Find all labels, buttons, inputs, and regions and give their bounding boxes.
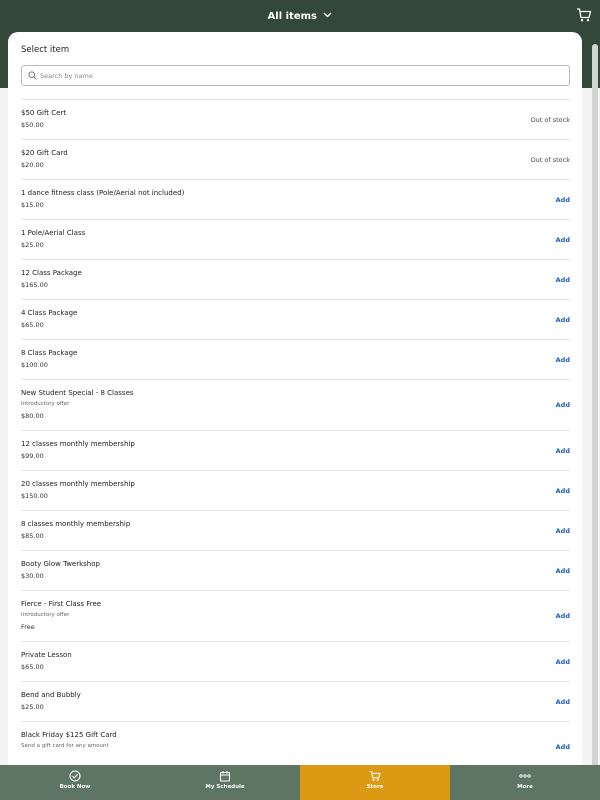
list-item	[21, 431, 570, 471]
item-name: $20 Gift Card	[21, 149, 68, 157]
item-price: $25.00	[21, 703, 44, 711]
out-of-stock-label: Out of stock	[530, 155, 570, 164]
search-icon	[28, 71, 37, 80]
item-name: New Student Special - 8 Classes	[21, 389, 134, 397]
chevron-down-icon	[323, 9, 332, 23]
item-name: Private Lesson	[21, 651, 72, 659]
item-price: $30.00	[21, 572, 44, 580]
scrollbar-thumb[interactable]	[592, 44, 598, 784]
item-name: Fierce - First Class Free	[21, 600, 102, 608]
tab-store[interactable]	[300, 765, 450, 800]
list-item	[21, 471, 570, 511]
item-name: 8 classes monthly membership	[21, 520, 131, 528]
item-price: $50.00	[21, 121, 44, 129]
tab-label: Book Now	[59, 784, 91, 790]
add-button[interactable]: Add	[555, 612, 570, 620]
add-button[interactable]: Add	[555, 566, 570, 575]
add-button[interactable]: Add	[555, 697, 570, 706]
search-input[interactable]	[40, 67, 560, 84]
cart-icon	[369, 770, 381, 782]
list-item	[21, 722, 570, 765]
item-price: $85.00	[21, 532, 44, 540]
tab-label: More	[517, 784, 533, 790]
item-name: Black Friday $125 Gift Card	[21, 731, 117, 739]
list-item	[21, 300, 570, 340]
tab-book-now[interactable]	[0, 765, 150, 800]
item-name: 12 classes monthly membership	[21, 440, 135, 448]
item-price: $100.00	[21, 361, 48, 369]
item-price: $99.00	[21, 452, 44, 460]
bottom-tab-bar	[0, 765, 600, 800]
add-button[interactable]: Add	[555, 446, 570, 455]
item-price: $80.00	[21, 412, 44, 420]
item-price: $15.00	[21, 201, 44, 209]
list-item	[21, 100, 570, 140]
item-name: 4 Class Package	[21, 309, 78, 317]
item-price: $150.00	[21, 492, 48, 500]
item-name: 1 Pole/Aerial Class	[21, 229, 86, 237]
add-button[interactable]: Add	[555, 195, 570, 204]
add-button[interactable]: Add	[555, 401, 570, 409]
item-name: 12 Class Package	[21, 269, 82, 277]
cart-icon[interactable]	[576, 7, 592, 23]
tab-label: Store	[366, 784, 384, 790]
item-name: 1 dance fitness class (Pole/Aerial not included)	[21, 189, 185, 197]
item-name: Booty Glow Twerkshop	[21, 560, 100, 568]
add-button[interactable]: Add	[555, 486, 570, 495]
category-dropdown[interactable]	[0, 9, 600, 24]
item-price: $165.00	[21, 281, 48, 289]
list-item	[21, 220, 570, 260]
add-button[interactable]: Add	[555, 275, 570, 284]
list-item	[21, 591, 570, 642]
scrollbar[interactable]	[590, 32, 600, 765]
item-subtitle: Introductory offer	[21, 612, 70, 618]
item-name: $50 Gift Cert	[21, 109, 67, 117]
item-subtitle: Send a gift card for any amount	[21, 743, 109, 749]
select-item-sheet	[8, 32, 582, 765]
list-item	[21, 642, 570, 682]
add-button[interactable]: Add	[555, 657, 570, 666]
calendar-icon	[219, 770, 231, 782]
list-item	[21, 260, 570, 300]
add-button[interactable]: Add	[555, 743, 570, 751]
add-button[interactable]: Add	[555, 355, 570, 364]
tab-label: My Schedule	[205, 784, 245, 790]
list-item	[21, 180, 570, 220]
item-price: $25.00	[21, 241, 44, 249]
add-button[interactable]: Add	[555, 526, 570, 535]
item-price: Free	[21, 623, 35, 631]
item-subtitle: Introductory offer	[21, 401, 70, 407]
search-box[interactable]	[21, 65, 570, 86]
sheet-title: Select item	[21, 45, 70, 55]
item-name: 20 classes monthly membership	[21, 480, 135, 488]
list-item	[21, 340, 570, 380]
list-item	[21, 511, 570, 551]
tab-more[interactable]	[450, 765, 600, 800]
item-name: Bend and Bubbly	[21, 691, 81, 699]
item-price: $65.00	[21, 663, 44, 671]
item-list	[21, 99, 570, 765]
category-dropdown-label: All items	[267, 11, 317, 22]
list-item	[21, 380, 570, 431]
item-name: 8 Class Package	[21, 349, 78, 357]
more-dots-icon	[519, 770, 531, 782]
list-item	[21, 551, 570, 591]
add-button[interactable]: Add	[555, 235, 570, 244]
item-price: $20.00	[21, 161, 44, 169]
out-of-stock-label: Out of stock	[530, 115, 570, 124]
item-price: $65.00	[21, 321, 44, 329]
list-item	[21, 140, 570, 180]
add-button[interactable]: Add	[555, 315, 570, 324]
check-circle-icon	[69, 770, 81, 782]
list-item	[21, 682, 570, 722]
tab-my-schedule[interactable]	[150, 765, 300, 800]
